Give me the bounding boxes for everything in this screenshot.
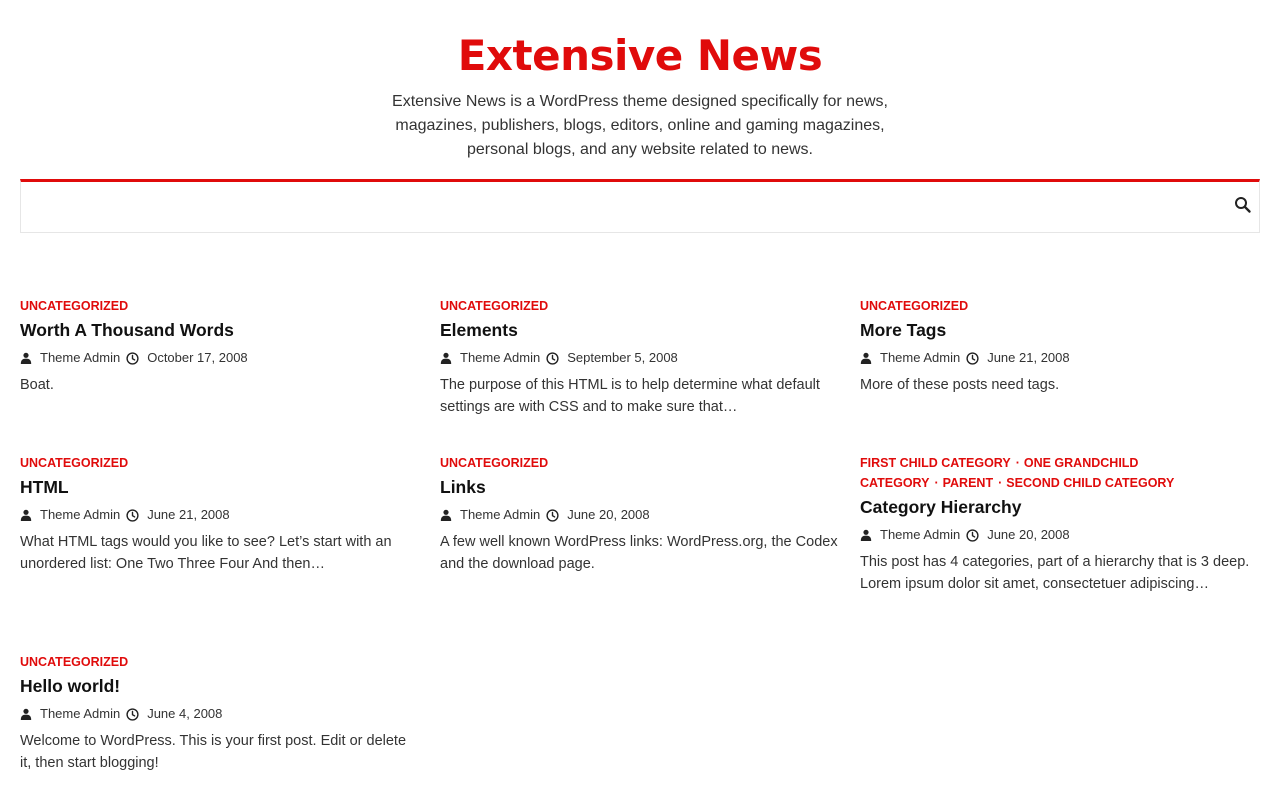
search-icon[interactable]	[1233, 195, 1253, 215]
site-title[interactable]: Extensive News	[457, 31, 823, 80]
post-title[interactable]: More Tags	[860, 320, 947, 340]
category-separator: ·	[1015, 456, 1020, 470]
post-card	[20, 652, 420, 774]
category-link[interactable]: FIRST CHILD CATEGORY	[860, 456, 1011, 470]
post-categories	[20, 296, 420, 316]
category-link[interactable]: UNCATEGORIZED	[440, 299, 549, 313]
post-meta	[20, 350, 420, 366]
post-card	[440, 296, 840, 418]
post-categories	[860, 453, 1260, 493]
category-link[interactable]: UNCATEGORIZED	[860, 299, 969, 313]
user-icon	[860, 352, 876, 364]
post-author[interactable]	[860, 350, 960, 366]
author-name: Theme Admin	[460, 350, 541, 365]
clock-icon	[546, 509, 563, 522]
post-categories	[440, 453, 840, 473]
post-author[interactable]	[20, 350, 120, 366]
post-date[interactable]	[966, 350, 1069, 366]
user-icon	[440, 509, 456, 521]
author-name: Theme Admin	[40, 507, 121, 522]
post-author[interactable]	[20, 706, 120, 722]
post-meta	[860, 350, 1260, 366]
category-link[interactable]: UNCATEGORIZED	[20, 655, 129, 669]
post-author[interactable]	[440, 507, 540, 523]
user-icon	[20, 509, 36, 521]
clock-icon	[126, 352, 143, 365]
post-excerpt: The purpose of this HTML is to help determine what default settings are with CSS and to make sure that…	[440, 377, 820, 415]
site-header	[0, 0, 1280, 162]
date-text: June 20, 2008	[567, 507, 650, 522]
category-link[interactable]: UNCATEGORIZED	[20, 456, 129, 470]
category-link[interactable]: ONE GRANDCHILD CATEGORY	[860, 456, 1139, 490]
post-meta	[20, 706, 420, 722]
category-separator: ·	[998, 476, 1003, 490]
post-categories	[20, 652, 420, 672]
author-name: Theme Admin	[40, 706, 121, 721]
site-description: Extensive News is a WordPress theme designed specifically for news, magazines, publishers, blogs, editors, online and gaming magazines, personal blogs, and any website related to news.	[392, 93, 888, 158]
clock-icon	[546, 352, 563, 365]
post-author[interactable]	[440, 350, 540, 366]
date-text: June 21, 2008	[987, 350, 1070, 365]
post-card	[20, 453, 420, 575]
category-link[interactable]: UNCATEGORIZED	[440, 456, 549, 470]
post-date[interactable]	[966, 527, 1069, 543]
post-card	[440, 453, 840, 575]
post-date[interactable]	[546, 507, 649, 523]
clock-icon	[126, 509, 143, 522]
post-excerpt: Boat.	[20, 377, 54, 393]
post-title[interactable]: Links	[440, 477, 486, 497]
post-author[interactable]	[20, 507, 120, 523]
date-text: June 21, 2008	[147, 507, 230, 522]
user-icon	[440, 352, 456, 364]
post-meta	[440, 507, 840, 523]
post-date[interactable]	[546, 350, 678, 366]
author-name: Theme Admin	[40, 350, 121, 365]
post-date[interactable]	[126, 507, 229, 523]
post-title[interactable]: Worth A Thousand Words	[20, 320, 234, 340]
post-author[interactable]	[860, 527, 960, 543]
post-title[interactable]: HTML	[20, 477, 69, 497]
post-card	[860, 296, 1260, 397]
post-categories	[860, 296, 1260, 316]
author-name: Theme Admin	[460, 507, 541, 522]
post-title[interactable]: Category Hierarchy	[860, 497, 1022, 517]
post-excerpt: Welcome to WordPress. This is your first post. Edit or delete it, then start blogging!	[20, 733, 407, 771]
post-excerpt: More of these posts need tags.	[860, 377, 1060, 393]
date-text: June 20, 2008	[987, 527, 1070, 542]
post-title[interactable]: Elements	[440, 320, 518, 340]
category-separator: ·	[934, 476, 939, 490]
category-link[interactable]: UNCATEGORIZED	[20, 299, 129, 313]
post-excerpt: What HTML tags would you like to see? Let’s start with an unordered list: One Two Three Four And then…	[20, 534, 392, 572]
post-meta	[440, 350, 840, 366]
post-categories	[20, 453, 420, 473]
clock-icon	[966, 352, 983, 365]
clock-icon	[126, 708, 143, 721]
post-excerpt: A few well known WordPress links: WordPress.org, the Codex and the download page.	[440, 534, 838, 572]
user-icon	[860, 529, 876, 541]
post-categories	[440, 296, 840, 316]
post-meta	[860, 527, 1260, 543]
date-text: June 4, 2008	[147, 706, 223, 721]
post-meta	[20, 507, 420, 523]
post-card	[20, 296, 420, 397]
post-date[interactable]	[126, 706, 222, 722]
user-icon	[20, 708, 36, 720]
clock-icon	[966, 529, 983, 542]
author-name: Theme Admin	[880, 527, 961, 542]
post-title[interactable]: Hello world!	[20, 676, 121, 696]
user-icon	[20, 352, 36, 364]
date-text: October 17, 2008	[147, 350, 248, 365]
post-excerpt: This post has 4 categories, part of a hierarchy that is 3 deep. Lorem ipsum dolor sit amet, consectetuer adipiscing…	[860, 554, 1250, 592]
post-date[interactable]	[126, 350, 247, 366]
category-link[interactable]: SECOND CHILD CATEGORY	[1006, 476, 1175, 490]
date-text: September 5, 2008	[567, 350, 678, 365]
author-name: Theme Admin	[880, 350, 961, 365]
post-card	[860, 453, 1260, 595]
main-navigation-bar	[20, 179, 1260, 233]
category-link[interactable]: PARENT	[942, 476, 994, 490]
